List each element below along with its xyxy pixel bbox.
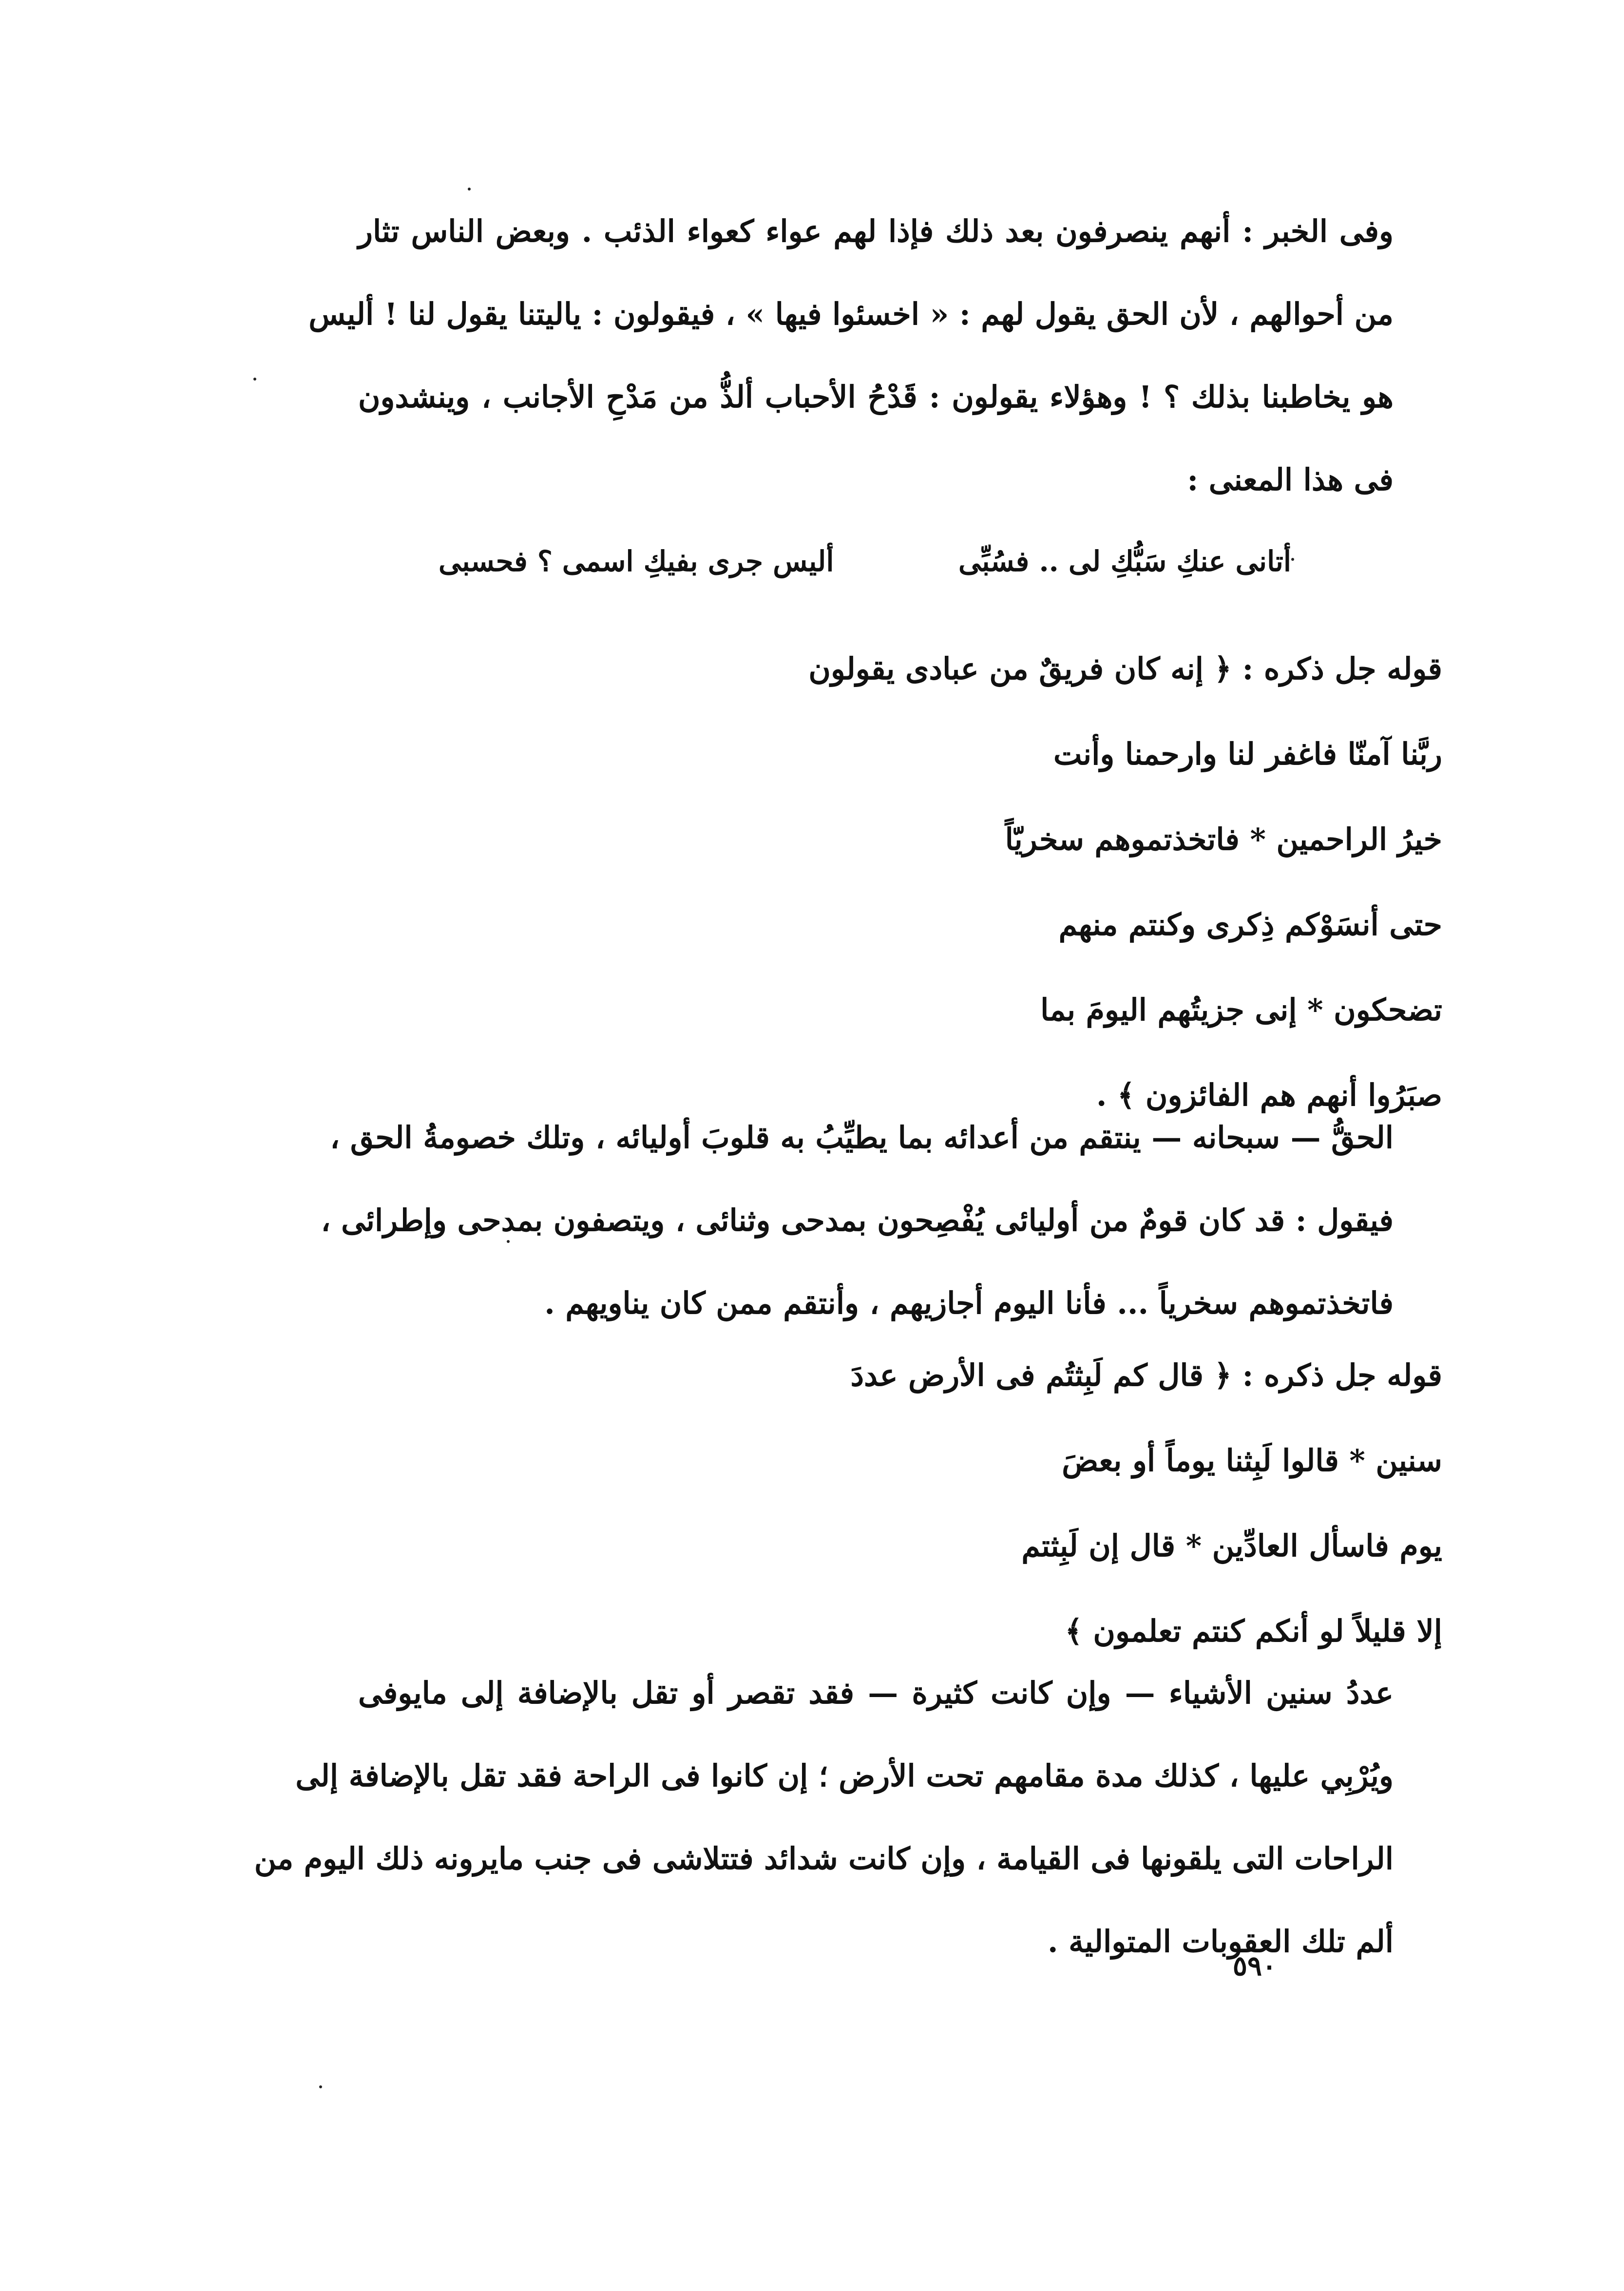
text-line: ألم تلك العقوبات المتوالية . <box>1047 1924 1394 1959</box>
paragraph-commentary-2 <box>254 1652 1394 1983</box>
verse-first-hemistich: أتانى عنكِ سَبُّكِ لى .. فسُبِّى <box>958 545 1291 578</box>
verse-line: يوم فاسأل العادِّين * قال إن لَبِثتم <box>1021 1528 1442 1564</box>
scan-speck <box>507 1240 510 1243</box>
text-line: عددُ سنين الأشياء — وإن كانت كثيرة — فقد تقصر أو تقل بالإضافة إلى مايوفى <box>358 1675 1394 1711</box>
quran-passage-1 <box>784 626 1442 1138</box>
text-line: ويُرْبِي عليها ، كذلك مدة مقامهم تحت الأرض ؛ إن كانوا فى الراحة فقد تقل بالإضافة إلى <box>295 1758 1394 1794</box>
text-line: الحقُّ — سبحانه — ينتقم من أعدائه بما يطيِّبُ به قلوبَ أوليائه ، وتلك خصومةُ الحق ، <box>330 1120 1394 1155</box>
verse-line: صبَرُوا أنهم هم الفائزون ﴾ . <box>1096 1077 1442 1113</box>
verse-line: قوله جل ذكره : ﴿ إنه كان فريقٌ من عبادى يقولون <box>808 651 1442 687</box>
verse-line: سنين * قالوا لَبِثنا يوماً أو بعضَ <box>1062 1443 1442 1478</box>
scan-speck <box>253 378 256 381</box>
text-line: الراحات التى يلقونها فى القيامة ، وإن كانت شدائد فتتلاشى فى جنب مايرونه ذلك اليوم من <box>254 1841 1394 1876</box>
verse-line: حتى أنسَوْكم ذِكرى وكنتم منهم <box>1058 907 1442 942</box>
verse-second-hemistich: أليس جرى بفيكِ اسمى ؟ فحسبى <box>439 545 834 578</box>
verse-line: ربَّنا آمنّا فاغفر لنا وارحمنا وأنت <box>1053 736 1442 772</box>
verse-line: إلا قليلاً لو أنكم كنتم تعلمون ﴾ <box>1065 1613 1442 1649</box>
text-line: وفى الخبر : أنهم ينصرفون بعد ذلك فإذا لهم عواء كعواء الذئب . وبعض الناس تثار <box>358 213 1394 249</box>
paragraph-intro <box>308 190 1394 521</box>
scan-speck <box>1291 558 1294 561</box>
text-line: فى هذا المعنى : <box>1187 462 1394 497</box>
verse-line: تضحكون * إنى جزيتُهم اليومَ بما <box>1040 992 1442 1028</box>
text-line: من أحوالهم ، لأن الحق يقول لهم : « اخسئوا فيها » ، فيقولون : ياليتنا يقول لنا ! أليس <box>308 296 1394 332</box>
quran-passage-2 <box>784 1333 1442 1674</box>
scan-speck <box>319 2085 322 2088</box>
text-line: فيقول : قد كان قومٌ من أوليائى يُفْصِحون بمدحى وثنائى ، ويتصفون بمدحى وإطرائى ، <box>321 1203 1394 1238</box>
scan-speck <box>468 188 471 191</box>
text-line: هو يخاطبنا بذلك ؟ ! وهؤلاء يقولون : قَدْحُ الأحباب ألذُّ من مَدْحِ الأجانب ، وينشدون <box>358 379 1394 415</box>
verse-line: خيرُ الراحمين * فاتخذتموهم سخريّاً <box>1005 821 1442 857</box>
text-line: فاتخذتموهم سخرياً ... فأنا اليوم أجازيهم ، وأنتقم ممن كان يناويهم . <box>544 1285 1394 1321</box>
poetry-verse <box>439 527 1291 595</box>
paragraph-commentary-1 <box>321 1096 1394 1345</box>
verse-line: قوله جل ذكره : ﴿ قال كم لَبِثتُم فى الأرض عددَ <box>850 1357 1442 1393</box>
page-number: ٥٩٠ <box>1232 1950 1277 1982</box>
